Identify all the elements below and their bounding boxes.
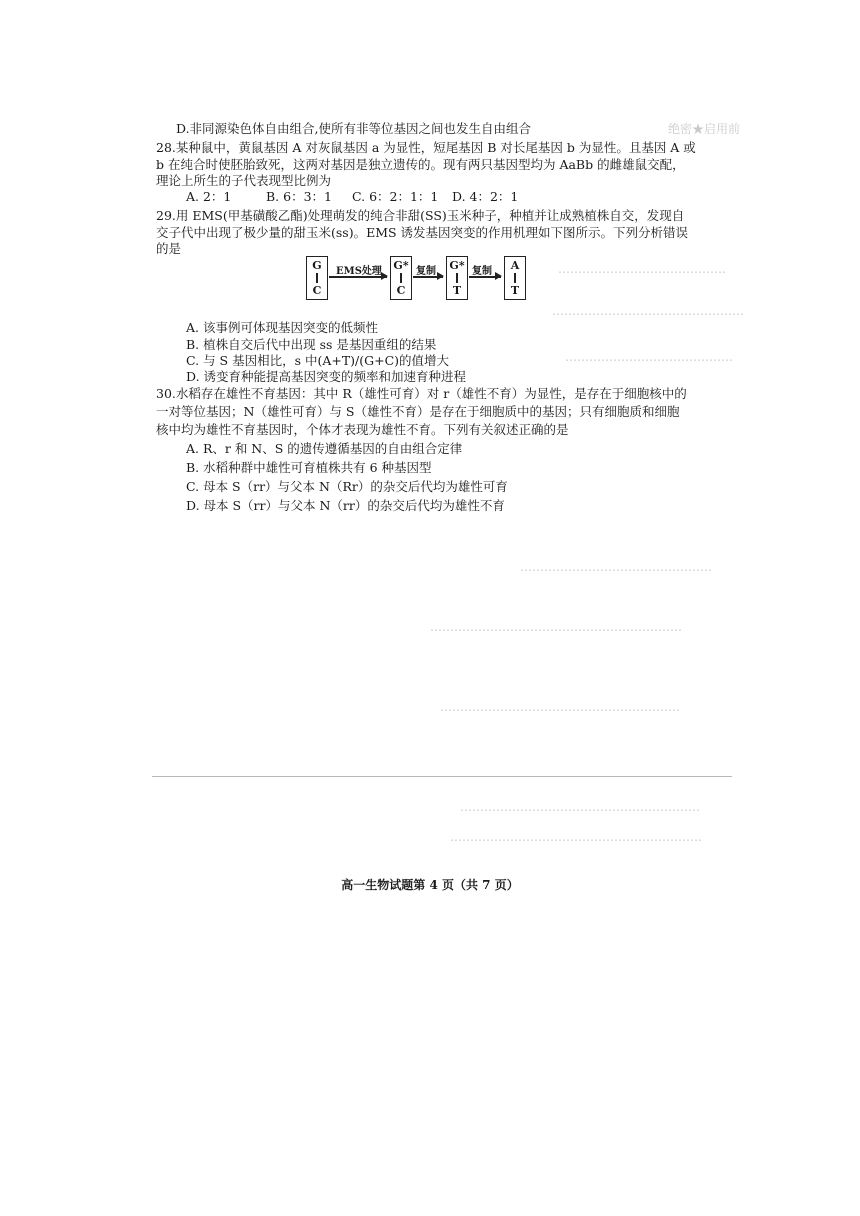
q28-option-a: A. 2：1 (186, 189, 232, 204)
bleed-through-text: ………………………………………… (552, 304, 744, 318)
q29-option-a: A. 该事例可体现基因突变的低频性 (186, 320, 378, 335)
q28-stem-line-1: 28.某种鼠中，黄鼠基因 A 对灰鼠基因 a 为显性，短尾基因 B 对长尾基因 b 为显性。且基因 A 或 (156, 140, 696, 155)
q28-stem-line-2: b 在纯合时使胚胎致死，这两对基因是独立遗传的。现有两只基因型均为 AaBb 的雌雄鼠交配， (156, 157, 685, 172)
bleed-through-text: …………………………………… (558, 262, 726, 276)
step-label: 复制 (416, 266, 436, 277)
q30-stem-line-3: 核中均为雄性不育基因时，个体才表现为雄性不育。下列有关叙述正确的是 (156, 422, 569, 437)
q30-option-d: D. 母本 S（rr）与父本 N（rr）的杂交后代均为雄性不育 (186, 498, 505, 513)
q29-stem-line-3: 的是 (156, 241, 182, 256)
base-pair-box: G* C (390, 256, 412, 300)
base-pair-box: A T (504, 256, 526, 300)
bleed-through-text: ………………………………………… (520, 560, 712, 574)
q30-option-b: B. 水稻种群中雄性可育植株共有 6 种基因型 (186, 460, 432, 475)
q29-option-d: D. 诱变育种能提高基因突变的频率和加速育种进程 (186, 369, 467, 384)
q29-option-b: B. 植株自交后代中出现 ss 是基因重组的结果 (186, 337, 437, 352)
step-label: 复制 (472, 266, 492, 277)
q29-option-c: C. 与 S 基因相比，s 中(A+T)/(G+C)的值增大 (186, 353, 450, 368)
step-label: EMS处理 (336, 266, 382, 277)
q28-option-b: B. 6：3：1 (266, 189, 332, 204)
q28-stem-line-3: 理论上所生的子代表现型比例为 (156, 173, 332, 188)
q29-stem-line-2: 交子代中出现了极少量的甜玉米(ss)。EMS 诱发基因突变的作用机理如下图所示。下列分析错误 (156, 225, 689, 240)
bleed-through-text: ……………………………………………………… (450, 830, 702, 844)
q30-option-c: C. 母本 S（rr）与父本 N（Rr）的杂交后代均为雄性可育 (186, 479, 508, 494)
bleed-through-text: …………………………………… (565, 350, 733, 364)
bleed-through-text: …………………………………………………… (440, 700, 680, 714)
bleed-through-text: …………………………………………………… (460, 800, 700, 814)
page-divider (152, 776, 732, 777)
q27-option-d: D.非同源染色体自由组合,使所有非等位基因之间也发生自由组合 (176, 121, 532, 136)
q30-stem-line-1: 30.水稻存在雄性不育基因：其中 R（雄性可育）对 r（雄性不育）为显性，是存在于细胞核中的 (156, 386, 687, 401)
q28-option-c: C. 6：2：1：1 (352, 189, 439, 204)
q30-option-a: A. R、r 和 N、S 的遗传遵循基因的自由组合定律 (186, 441, 463, 456)
bleed-through-text: 绝密★启用前 (668, 122, 741, 136)
bleed-through-text: ……………………………………………………… (430, 620, 682, 634)
base-pair-box: G* T (446, 256, 468, 300)
page-footer: 高一生物试题第 4 页（共 7 页） (341, 878, 519, 892)
q28-option-d: D. 4：2：1 (452, 189, 519, 204)
q30-stem-line-2: 一对等位基因；N（雄性可育）与 S（雄性不育）是存在于细胞质中的基因；只有细胞质和细胞 (156, 404, 680, 419)
q29-stem-line-1: 29.用 EMS(甲基磺酸乙酯)处理萌发的纯合非甜(SS)玉米种子，种植并让成熟植株自交，发现自 (156, 208, 685, 223)
base-pair-box: G C (306, 256, 328, 300)
